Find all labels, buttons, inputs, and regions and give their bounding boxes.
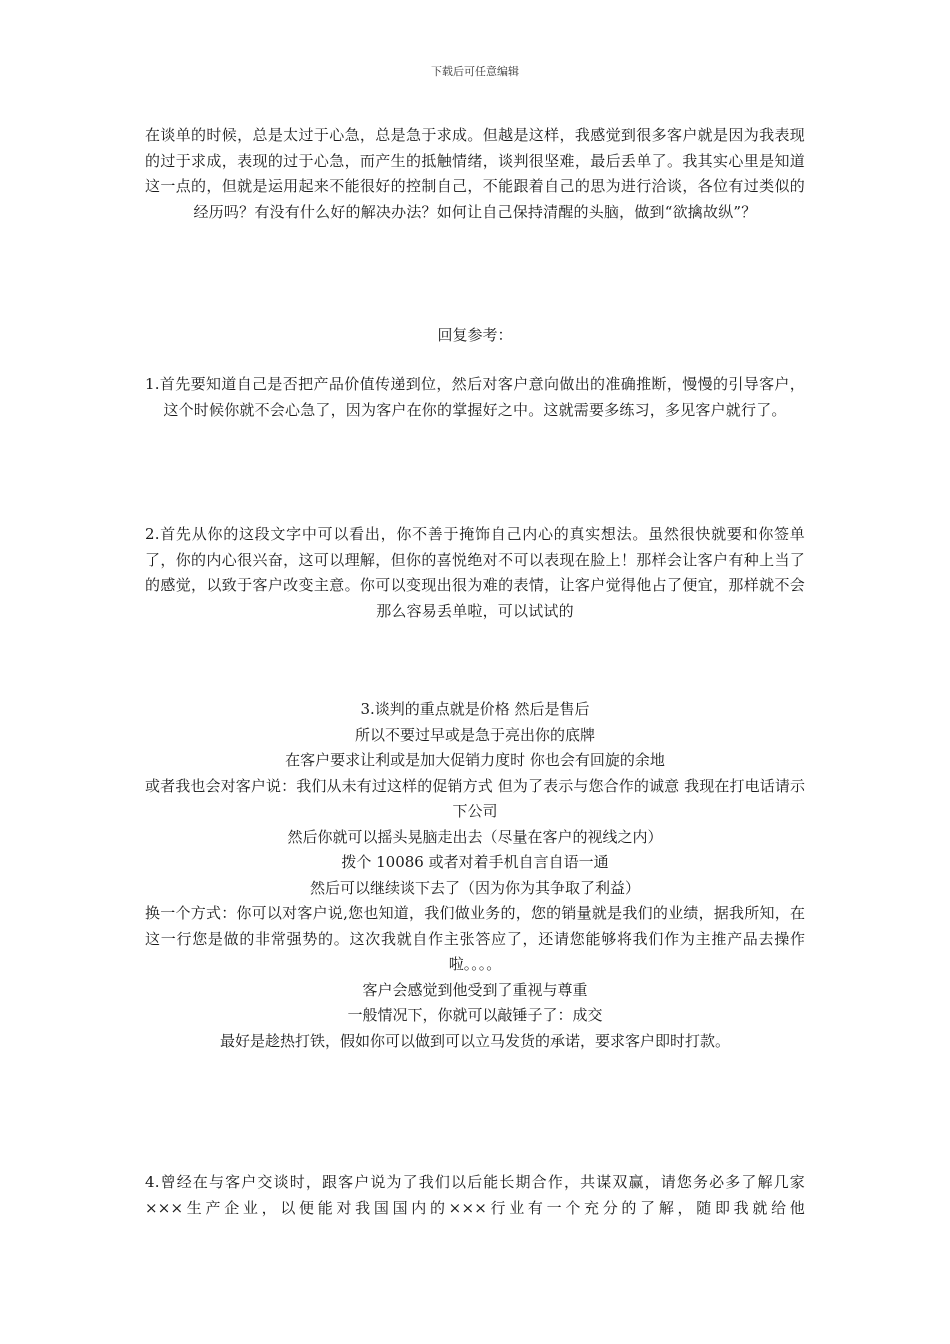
answer-1-paragraph: 1.首先要知道自己是否把产品价值传递到位，然后对客户意向做出的准确推断，慢慢的引导客户，这个时候你就不会心急了，因为客户在你的掌握好之中。这就需要多练习，多见客户就行了。: [145, 375, 805, 419]
answer-3-line: 换一个方式：你可以对客户说,您也知道，我们做业务的，您的销量就是我们的业绩，据我所知，在这一行您是做的非常强势的。这次我就自作主张答应了，还请您能够将我们作为主推产品去操作啦。。。。: [145, 904, 805, 973]
answer-2-paragraph: 2.首先从你的这段文字中可以看出，你不善于掩饰自己内心的真实想法。虽然很快就要和你签单了，你的内心很兴奋，这可以理解，但你的喜悦绝对不可以表现在脸上！那样会让客户有种上当了的感觉，以致于客户改变主意。你可以变现出很为难的表情，让客户觉得他占了便宜，那样就不会那么容易丢单啦，可以试试的: [145, 525, 805, 620]
question-paragraph: 在谈单的时候，总是太过于心急，总是急于求成。但越是这样，我感觉到很多客户就是因为我表现的过于求成，表现的过于心急，而产生的抵触情绪，谈判很坚难，最后丢单了。我其实心里是知道这一点的，但就是运用起来不能很好的控制自己，不能跟着自己的思为进行洽谈，各位有过类似的经历吗？有没有什么好的解决办法？如何让自己保持清醒的头脑，做到“欲擒故纵”？: [145, 126, 805, 221]
answer-3-line: 客户会感觉到他受到了重视与尊重: [362, 980, 588, 999]
answer-3-line: 或者我也会对客户说：我们从未有过这样的促销方式 但为了表示与您合作的诚意 我现在打电话请示下公司: [145, 776, 805, 820]
answer-3-line: 在客户要求让利或是加大促销力度时 你也会有回旋的余地: [285, 751, 665, 769]
answer-4-paragraph: 4.曾经在与客户交谈时，跟客户说为了我们以后能长期合作，共谋双赢，请您务必多了解几家×××生产企业，以便能对我国国内的×××行业有一个充分的了解，随即我就给他: [145, 1173, 805, 1217]
answer-3-line: 3.谈判的重点就是价格 然后是售后: [360, 700, 590, 718]
answer-3-line: 最好是趁热打铁，假如你可以做到可以立马发货的承诺，要求客户即时打款。: [219, 1031, 730, 1050]
answer-3-line: 拨个 10086 或者对着手机自言自语一通: [341, 853, 609, 871]
page-header: 下载后可任意编辑: [431, 65, 519, 78]
answer-3-block: [145, 697, 805, 1054]
answer-3-line: 然后可以继续谈下去了（因为你为其争取了利益）: [309, 878, 640, 897]
answer-3-line: 然后你就可以摇头晃脑走出去（尽量在客户的视线之内）: [287, 827, 663, 846]
answer-3-line: 所以不要过早或是急于亮出你的底牌: [354, 725, 595, 744]
answer-3-line: 一般情况下，你就可以敲锤子了：成交: [347, 1006, 603, 1024]
reply-heading: 回复参考：: [437, 326, 513, 344]
